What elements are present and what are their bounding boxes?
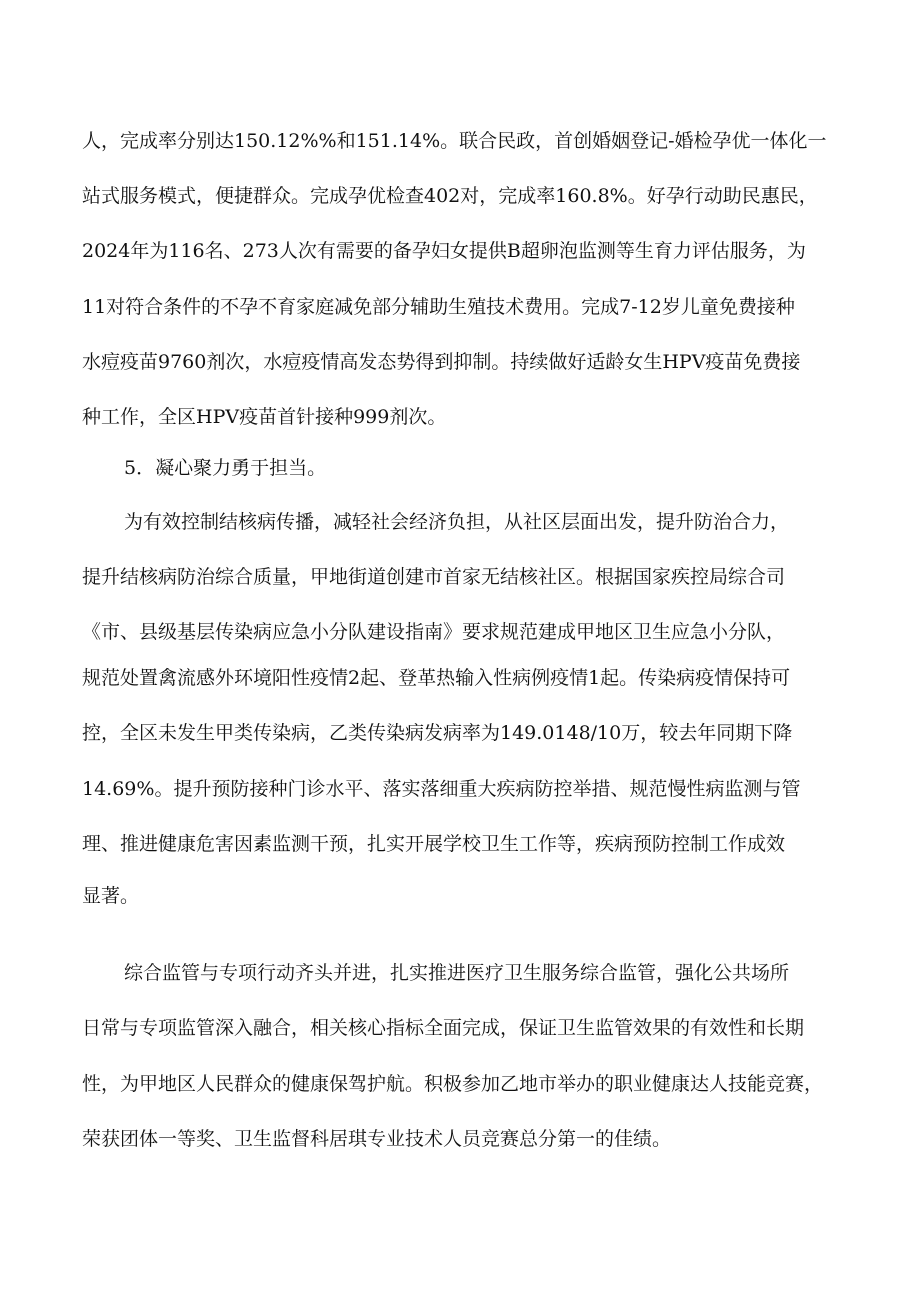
- paragraph-line: 站式服务模式，便捷群众。完成孕优检查402对，完成率160.8%。好孕行动助民惠民，: [82, 185, 818, 207]
- paragraph-line: 综合监管与专项行动齐头并进，扎实推进医疗卫生服务综合监管，强化公共场所: [124, 962, 790, 984]
- paragraph-line: 性，为甲地区人民群众的健康保驾护航。积极参加乙地市举办的职业健康达人技能竞赛，: [82, 1073, 824, 1095]
- paragraph-line: 14.69%。提升预防接种门诊水平、落实落细重大疾病防控举措、规范慢性病监测与管: [82, 778, 801, 800]
- paragraph-line: 控，全区未发生甲类传染病，乙类传染病发病率为149.0148/10万，较去年同期下降: [82, 722, 793, 744]
- paragraph-line: 2024年为116名、273人次有需要的备孕妇女提供B超卵泡监测等生育力评估服务，为: [82, 240, 806, 262]
- paragraph-line: 人，完成率分别达150.12%%和151.14%。联合民政，首创婚姻登记-婚检孕优一体化一: [82, 130, 827, 152]
- paragraph-line: 日常与专项监管深入融合，相关核心指标全面完成，保证卫生监管效果的有效性和长期: [82, 1017, 805, 1039]
- paragraph-line: 11对符合条件的不孕不育家庭减免部分辅助生殖技术费用。完成7-12岁儿童免费接种: [82, 296, 795, 318]
- paragraph-line: 荣获团体一等奖、卫生监督科居琪专业技术人员竞赛总分第一的佳绩。: [82, 1128, 672, 1150]
- paragraph-line: 为有效控制结核病传播，减轻社会经济负担，从社区层面出发，提升防治合力，: [124, 511, 790, 533]
- paragraph-line: 规范处置禽流感外环境阳性疫情2起、登革热输入性病例疫情1起。传染病疫情保持可: [82, 667, 791, 689]
- paragraph-line: 种工作，全区HPV疫苗首针接种999剂次。: [82, 406, 447, 428]
- paragraph-line: 《市、县级基层传染病应急小分队建设指南》要求规范建成甲地区卫生应急小分队，: [82, 621, 786, 643]
- section-heading: 5．凝心聚力勇于担当。: [124, 457, 327, 479]
- paragraph-line: 提升结核病防治综合质量，甲地街道创建市首家无结核社区。根据国家疾控局综合司: [82, 566, 786, 588]
- paragraph-line: 理、推进健康危害因素监测干预，扎实开展学校卫生工作等，疾病预防控制工作成效: [82, 833, 786, 855]
- paragraph-line: 水痘疫苗9760剂次，水痘疫情高发态势得到抑制。持续做好适龄女生HPV疫苗免费接: [82, 351, 801, 373]
- paragraph-line: 显著。: [82, 885, 140, 907]
